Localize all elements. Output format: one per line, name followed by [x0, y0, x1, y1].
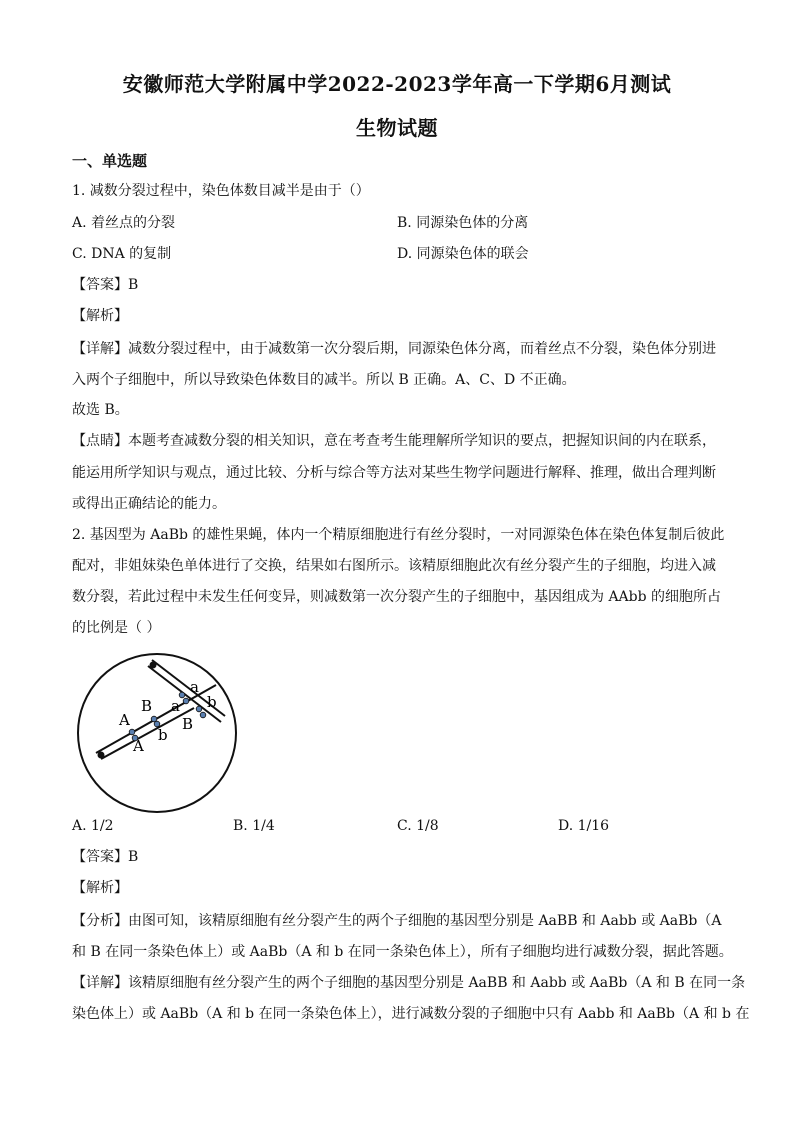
- chromatid-lower-2: [101, 708, 194, 759]
- q2-answer-value: B: [128, 849, 139, 865]
- q2-detail-text-1: 该精原细胞有丝分裂产生的两个子细胞的基因型分别是 AaBB 和 Aabb 或 AaBb（A 和 B 在同一条: [128, 975, 746, 991]
- q1-detail-line-1: [72, 339, 716, 359]
- q2-analysis-tag: 【解析】: [72, 880, 128, 896]
- q1-option-a: A. 着丝点的分裂: [72, 215, 176, 231]
- q2-stem-line-2: 配对，非姐妹染色单体进行了交换，结果如右图所示。该精原细胞此次有丝分裂产生的子细胞，均进入减: [72, 558, 716, 574]
- gene-label: b: [207, 693, 217, 711]
- locus-marker: [200, 712, 206, 718]
- q1-option-b: B. 同源染色体的分离: [397, 215, 529, 231]
- q2-answer-tag: 【答案】: [72, 849, 128, 865]
- q1-comment-text-1: 本题考查减数分裂的相关知识，意在考查考生能理解所学知识的要点，把握知识间的内在联系，: [128, 433, 716, 449]
- gene-label: B: [182, 715, 194, 733]
- q2-option-c: C. 1/8: [397, 818, 439, 834]
- q2-stem-line-4: 的比例是（ ）: [72, 620, 161, 636]
- q1-comment-line-1: [72, 431, 716, 451]
- q2-option-a: A. 1/2: [72, 818, 114, 834]
- document-title: 安徽师范大学附属中学2022-2023学年高一下学期6月测试: [122, 72, 672, 96]
- q1-comment-line-3: 或得出正确结论的能力。: [72, 496, 226, 512]
- centromere-upper: [150, 662, 157, 669]
- locus-marker: [151, 716, 157, 722]
- q1-answer-tag: 【答案】: [72, 277, 128, 293]
- q1-choose: 故选 B。: [72, 402, 129, 418]
- locus-marker: [183, 698, 189, 704]
- q2-analysis-line-2: 和 B 在同一条染色体上）或 AaBb（A 和 b 在同一条染色体上），所有子细胞均进行减数分裂，据此答题。: [72, 944, 733, 960]
- document-subtitle: 生物试题: [356, 116, 438, 140]
- q1-comment-line-2: 能运用所学知识与观点，通过比较、分析与综合等方法对某些生物学问题进行解释、推理，做出合理判断: [72, 465, 716, 481]
- cell-outline: [78, 654, 236, 812]
- q1-detail-tag: 【详解】: [72, 341, 128, 357]
- q2-option-d: D. 1/16: [558, 818, 610, 834]
- gene-label: A: [119, 711, 130, 729]
- section-heading: 一、单选题: [72, 152, 148, 170]
- q2-answer-line: [72, 847, 138, 867]
- q1-analysis-tag: 【解析】: [72, 308, 128, 324]
- q2-detail-tag: 【详解】: [72, 975, 128, 991]
- gene-label: a: [190, 678, 199, 696]
- q1-detail-text-1: 减数分裂过程中，由于减数第一次分裂后期，同源染色体分离，而着丝点不分裂，染色体分别进: [128, 341, 716, 357]
- locus-marker: [179, 692, 185, 698]
- q1-answer-value: B: [128, 277, 139, 293]
- q2-detail-line-1: [72, 973, 745, 993]
- q2-analysis-sub-tag: 【分析】: [72, 913, 128, 929]
- chromosome-crossover-diagram: [76, 652, 240, 816]
- gene-label: A: [133, 737, 144, 755]
- locus-marker: [129, 729, 135, 735]
- q2-stem-line-3: 数分裂，若此过程中未发生任何变异，则减数第一次分裂产生的子细胞中，基因组成为 AAbb 的细胞所占: [72, 589, 722, 605]
- q1-detail-line-2: 入两个子细胞中，所以导致染色体数目的减半。所以 B 正确。A、C、D 不正确。: [72, 372, 576, 388]
- gene-label: B: [141, 697, 153, 715]
- q2-analysis-line-1: [72, 911, 721, 931]
- q1-stem: 1. 减数分裂过程中，染色体数目减半是由于（）: [72, 183, 370, 199]
- gene-label: b: [158, 726, 168, 744]
- gene-label: a: [171, 697, 180, 715]
- q1-comment-tag: 【点睛】: [72, 433, 128, 449]
- q1-option-c: C. DNA 的复制: [72, 246, 172, 262]
- q2-analysis-text-1: 由图可知，该精原细胞有丝分裂产生的两个子细胞的基因型分别是 AaBB 和 Aabb 或 AaBb（A: [128, 913, 722, 929]
- q1-option-d: D. 同源染色体的联会: [397, 246, 529, 262]
- locus-marker: [196, 706, 202, 712]
- q1-answer-line: [72, 275, 138, 295]
- q2-option-b: B. 1/4: [233, 818, 275, 834]
- centromere-lower: [98, 752, 105, 759]
- q2-detail-line-2: 染色体上）或 AaBb（A 和 b 在同一条染色体上），进行减数分裂的子细胞中只有 Aabb 和 AaBb（A 和 b 在: [72, 1006, 750, 1022]
- q2-stem-line-1: 2. 基因型为 AaBb 的雄性果蝇，体内一个精原细胞进行有丝分裂时，一对同源染色体在染色体复制后彼此: [72, 527, 725, 543]
